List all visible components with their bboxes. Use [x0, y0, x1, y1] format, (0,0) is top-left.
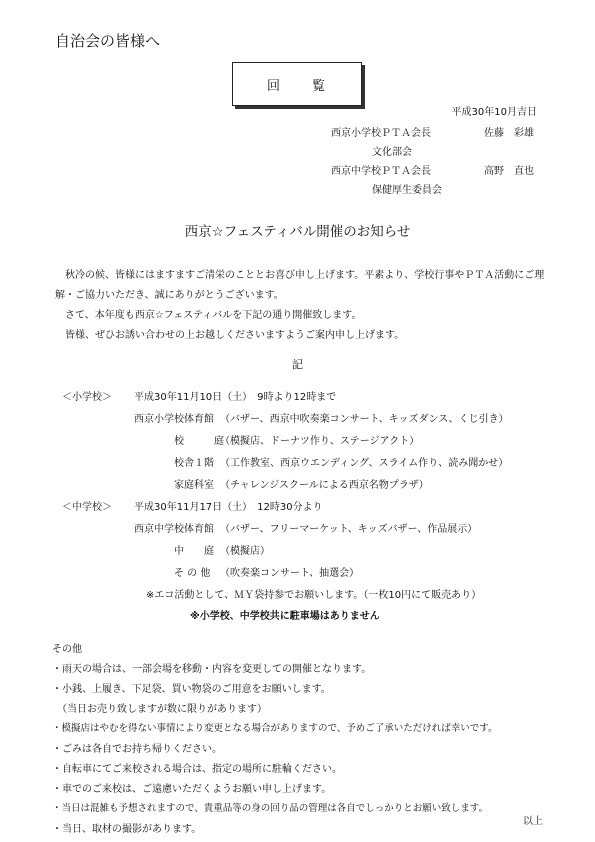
intro-paragraph-3: 皆様、ぜひお誘い合わせの上お越しくださいますようご案内申し上げます。 [65, 330, 405, 341]
notice-title: 西京☆フェスティバル開催のお知らせ [184, 224, 411, 240]
other-heading: その他 [52, 644, 82, 655]
kairan-label: 回 覧 [266, 78, 327, 94]
other-item-8: ・当日は混雑も予想されますので、貴重品等の身の回り品の管理は各自でしっかりとお願い致します。 [52, 803, 489, 814]
elementary-desc-1: （バザー、西京中吹奏楽コンサート、キッズダンス、くじ引き） [220, 414, 509, 425]
sender-org-2: 文化部会 [372, 147, 412, 158]
elementary-place-2: 校 庭 [174, 436, 224, 447]
junior-desc-1: （バザー、フリーマーケット、キッズバザー、作品展示） [220, 524, 478, 535]
other-item-1: ・雨天の場合は、一部会場を移動・内容を変更しての開催となります。 [52, 664, 372, 675]
elementary-date: 平成30年11月10日（土） 9時より12時まで [134, 392, 337, 403]
sender-org-1: 西京小学校ＰＴＡ会長 [331, 128, 431, 139]
elementary-desc-2: （模擬店、ドーナツ作り、ステージアクト） [220, 436, 420, 447]
other-item-5: ・ごみは各自でお持ち帰りください。 [52, 744, 222, 755]
other-item-9: ・当日、取材の撮影があります。 [52, 824, 202, 835]
elementary-desc-3: （工作教室、西京ウエンディング、スライム作り、読み聞かせ） [220, 458, 509, 469]
closing-mark: 以上 [523, 816, 543, 827]
elementary-place-1: 西京小学校体育館 [134, 414, 214, 425]
sender-name-1: 佐藤 彩雄 [484, 128, 534, 139]
junior-desc-2: （模擬店） [220, 546, 270, 557]
elementary-place-3: 校舎１階 [174, 458, 214, 469]
parking-note: ※小学校、中学校共に駐車場はありません [190, 611, 380, 622]
other-item-4: ・模擬店はやむを得ない事情により変更となる場合がありますので、予めご了承いただければ幸いです。 [52, 723, 498, 734]
other-item-2: ・小銭、上履き、下足袋、買い物袋のご用意をお願いします。 [52, 684, 331, 695]
junior-label: ＜中学校＞ [62, 502, 112, 513]
elementary-label: ＜小学校＞ [62, 392, 112, 403]
sender-org-4: 保健厚生委員会 [372, 185, 442, 196]
other-item-6: ・自転車にてご来校される場合は、指定の場所に駐輪ください。 [52, 764, 342, 775]
junior-desc-3: （吹奏楽コンサート、抽選会） [220, 568, 360, 579]
sender-org-3: 西京中学校ＰＴＡ会長 [331, 166, 431, 177]
kairan-stamp-box [232, 62, 362, 106]
junior-place-3: そ の 他 [174, 568, 211, 579]
addressee: 自治会の皆様へ [55, 32, 161, 50]
intro-paragraph-2: さて、本年度も西京☆フェスティバルを下記の通り開催致します。 [65, 310, 362, 321]
other-item-7: ・車でのご来校は、ご遠慮いただくようお願い申し上げます。 [52, 784, 332, 795]
intro-paragraph-1: 秋冷の候、皆様にはますますご清栄のこととお喜び申し上げます。平素より、学校行事やＰＴＡ活動にご理解・ご協力いただき、誠にありがとうございます。 [55, 270, 545, 301]
junior-place-1: 西京中学校体育館 [134, 524, 214, 535]
other-item-3: （当日お売り致しますが数に限りがあります） [52, 704, 267, 715]
junior-place-2: 中 庭 [174, 546, 214, 557]
eco-note: ※エコ活動として、ＭＹ袋持参でお願いします。（一枚10円にて販売あり） [146, 590, 482, 601]
junior-date: 平成30年11月17日（土） 12時30分より [134, 502, 323, 513]
elementary-place-4: 家庭科室 [174, 480, 214, 491]
issue-date: 平成30年10月吉日 [451, 107, 537, 118]
ki-heading: 記 [292, 358, 303, 371]
sender-name-3: 高野 直也 [484, 166, 534, 177]
elementary-desc-4: （チャレンジスクールによる西京名物プラザ） [220, 480, 429, 491]
